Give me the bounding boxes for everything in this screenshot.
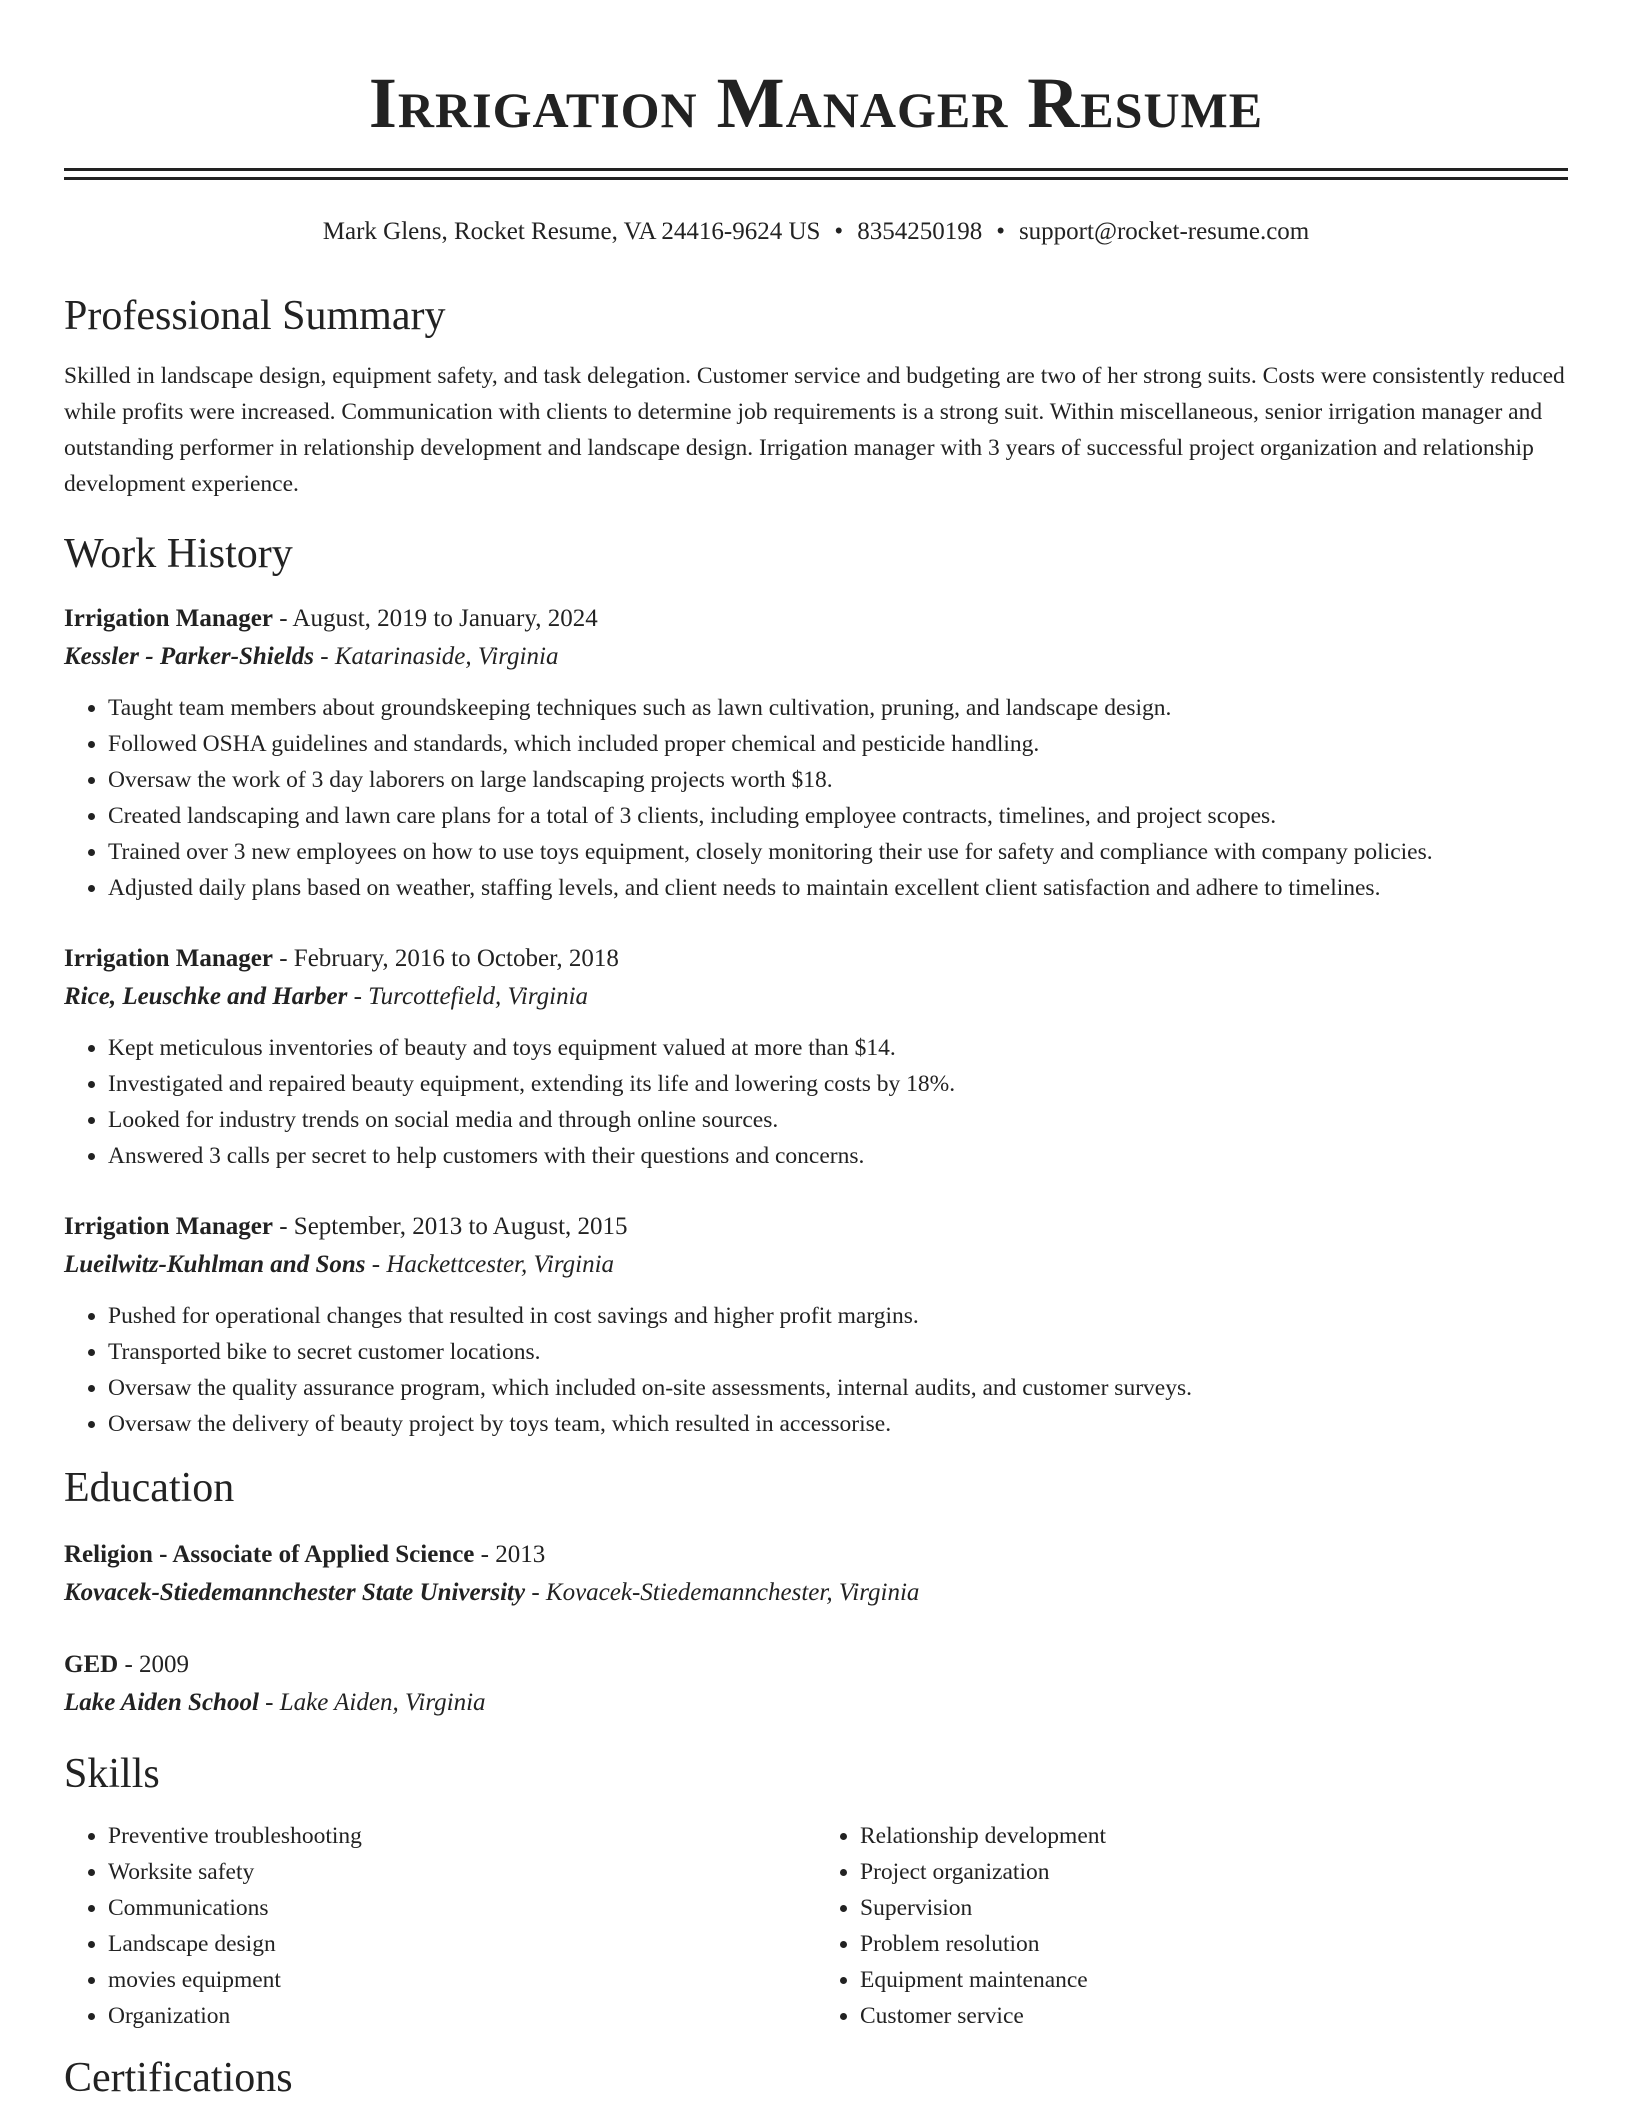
job-entry bbox=[64, 1208, 1568, 1442]
job-dates: - August, 2019 to January, 2024 bbox=[272, 605, 598, 632]
education-degree: Religion - Associate of Applied Science bbox=[64, 1541, 475, 1568]
list-item: • Looked for industry trends on social media and through online sources. bbox=[108, 1102, 1568, 1138]
education-heading-line bbox=[64, 1646, 1568, 1684]
list-item: • Investigated and repaired beauty equipment, extending its life and lowering costs by 18%. bbox=[108, 1066, 1568, 1102]
job-heading bbox=[64, 1208, 1568, 1246]
list-item: • Followed OSHA guidelines and standards, which included proper chemical and pesticide handling. bbox=[108, 726, 1568, 762]
contact-address: Mark Glens, Rocket Resume, VA 24416-9624 US bbox=[322, 218, 821, 245]
work-history-section bbox=[64, 528, 1568, 1442]
list-item: • Transported bike to secret customer locations. bbox=[108, 1334, 1568, 1370]
job-heading bbox=[64, 600, 1568, 638]
skill-item: • Customer service bbox=[860, 1998, 1568, 2034]
skill-item: • Problem resolution bbox=[860, 1926, 1568, 1962]
education-year: - 2009 bbox=[118, 1651, 190, 1678]
job-heading bbox=[64, 940, 1568, 978]
job-location: - Turcottefield, Virginia bbox=[347, 983, 589, 1010]
list-item: • Created landscaping and lawn care plans for a total of 3 clients, including employee contracts, timelines, and project scopes. bbox=[108, 798, 1568, 834]
contact-separator: • bbox=[996, 218, 1005, 245]
education-entry bbox=[64, 1536, 1568, 1612]
job-entry bbox=[64, 940, 1568, 1174]
list-item: • Taught team members about groundskeeping techniques such as lawn cultivation, pruning, and landscape design. bbox=[108, 690, 1568, 726]
list-item: • Trained over 3 new employees on how to use toys equipment, closely monitoring their use for safety and compliance with company policies. bbox=[108, 834, 1568, 870]
title-rule-bottom bbox=[64, 177, 1568, 180]
list-item: • Oversaw the delivery of beauty project by toys team, which resulted in accessorise. bbox=[108, 1406, 1568, 1442]
skill-item: • Communications bbox=[108, 1890, 816, 1926]
skill-item: • Project organization bbox=[860, 1854, 1568, 1890]
skills-section bbox=[64, 1748, 1568, 2034]
education-school-line bbox=[64, 1574, 1568, 1612]
skill-item: • Landscape design bbox=[108, 1926, 816, 1962]
contact-line bbox=[64, 216, 1568, 248]
education-year: - 2013 bbox=[474, 1541, 546, 1568]
education-location: - Kovacek-Stiedemannchester, Virginia bbox=[525, 1579, 920, 1606]
list-item: • Oversaw the quality assurance program, which included on-site assessments, internal audits, and customer surveys. bbox=[108, 1370, 1568, 1406]
skill-item: • Preventive troubleshooting bbox=[108, 1818, 816, 1854]
list-item: • Pushed for operational changes that resulted in cost savings and higher profit margins. bbox=[108, 1298, 1568, 1334]
contact-email: support@rocket-resume.com bbox=[1018, 218, 1310, 245]
job-dates: - September, 2013 to August, 2015 bbox=[272, 1213, 628, 1240]
list-item: • Adjusted daily plans based on weather, staffing levels, and client needs to maintain excellent client satisfaction and adhere to timelines. bbox=[108, 870, 1568, 906]
education-heading: Education bbox=[64, 1465, 235, 1511]
work-history-heading: Work History bbox=[64, 531, 293, 577]
title-double-rule bbox=[64, 168, 1568, 180]
contact-phone: 8354250198 bbox=[857, 218, 983, 245]
skill-item: • Supervision bbox=[860, 1890, 1568, 1926]
job-location: - Katarinaside, Virginia bbox=[314, 643, 559, 670]
job-dates: - February, 2016 to October, 2018 bbox=[272, 945, 619, 972]
skills-column-right bbox=[816, 1818, 1568, 2034]
skill-item: • Organization bbox=[108, 1998, 816, 2034]
list-item: • Oversaw the work of 3 day laborers on large landscaping projects worth $18. bbox=[108, 762, 1568, 798]
job-entry bbox=[64, 600, 1568, 906]
job-company: Rice, Leuschke and Harber bbox=[64, 983, 348, 1010]
title-rule-top bbox=[64, 168, 1568, 171]
education-section bbox=[64, 1462, 1568, 1722]
skills-column-left bbox=[64, 1818, 816, 2034]
education-school: Kovacek-Stiedemannchester State University bbox=[64, 1579, 526, 1606]
job-title: Irrigation Manager bbox=[64, 605, 273, 632]
certifications-section bbox=[64, 2052, 1568, 2104]
job-company: Kessler - Parker-Shields bbox=[64, 643, 314, 670]
summary-text: Skilled in landscape design, equipment safety, and task delegation. Customer service and budgeting are two of her strong suits. Costs were consistently reduced while profits were increased. Communication with clients to determine job requirements is a strong suit. Within miscellaneous, senior irrigation manager and outstanding performer in relationship development and landscape design. Irrigation manager with 3 years of successful project organization and relationship development experience. bbox=[64, 363, 1565, 497]
education-location: - Lake Aiden, Virginia bbox=[258, 1689, 486, 1716]
summary-section bbox=[64, 290, 1568, 502]
skills-heading: Skills bbox=[64, 1751, 160, 1797]
job-bullets bbox=[64, 690, 1568, 906]
job-bullets bbox=[64, 1030, 1568, 1174]
job-employer bbox=[64, 1246, 1568, 1284]
education-degree: GED bbox=[64, 1651, 119, 1678]
list-item: • Kept meticulous inventories of beauty and toys equipment valued at more than $14. bbox=[108, 1030, 1568, 1066]
job-employer bbox=[64, 978, 1568, 1016]
contact-separator: • bbox=[834, 218, 844, 245]
education-entry bbox=[64, 1646, 1568, 1722]
job-employer bbox=[64, 638, 1568, 676]
skill-item: • Relationship development bbox=[860, 1818, 1568, 1854]
list-item: • Answered 3 calls per secret to help customers with their questions and concerns. bbox=[108, 1138, 1568, 1174]
job-bullets bbox=[64, 1298, 1568, 1442]
education-school: Lake Aiden School bbox=[64, 1689, 259, 1716]
job-company: Lueilwitz-Kuhlman and Sons bbox=[64, 1251, 366, 1278]
skill-item: • movies equipment bbox=[108, 1962, 816, 1998]
job-title: Irrigation Manager bbox=[64, 945, 273, 972]
skill-item: • Worksite safety bbox=[108, 1854, 816, 1890]
skills-grid bbox=[64, 1818, 1568, 2034]
education-heading-line bbox=[64, 1536, 1568, 1574]
summary-heading: Professional Summary bbox=[64, 293, 446, 339]
job-location: - Hackettcester, Virginia bbox=[365, 1251, 615, 1278]
skill-item: • Equipment maintenance bbox=[860, 1962, 1568, 1998]
certifications-heading: Certifications bbox=[64, 2055, 293, 2101]
job-title: Irrigation Manager bbox=[64, 1213, 273, 1240]
page-title: Irrigation Manager Resume bbox=[368, 63, 1264, 143]
education-school-line bbox=[64, 1684, 1568, 1722]
